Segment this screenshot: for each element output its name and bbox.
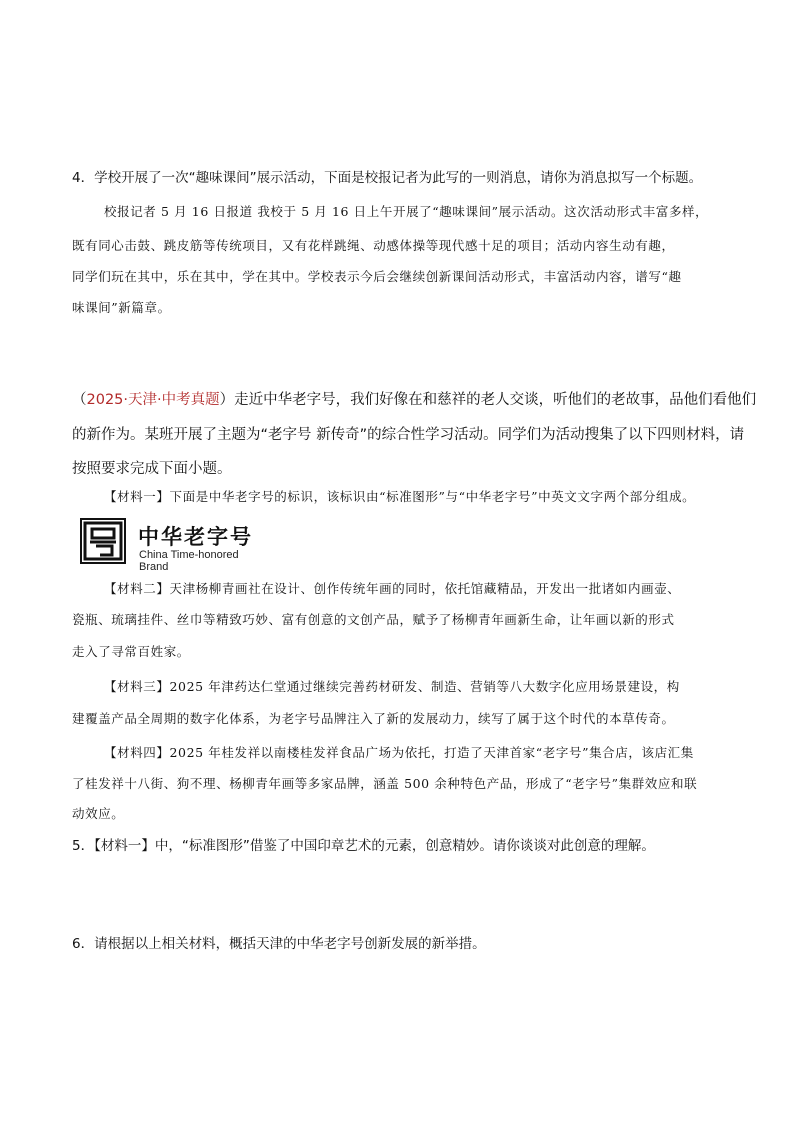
question-6: 6．请根据以上相关材料，概括天津的中华老字号创新发展的新举措。 (72, 936, 486, 952)
intro-line-1 (72, 388, 756, 409)
question-4: 4．学校开展了一次“趣味课间”展示活动，下面是校报记者为此写的一则消息，请你为消息拟写一个标题。 (72, 170, 703, 186)
logo-chinese-text: 中华老字号 (138, 525, 253, 549)
intro-line-2: 的新作为。某班开展了主题为“老字号 新传奇”的综合性学习活动。同学们为活动搜集了以下四则材料，请 (72, 427, 745, 443)
news-line-4: 味课间”新篇章。 (72, 300, 171, 315)
material-2-line-2: 瓷瓶、琉璃挂件、丝巾等精致巧妙、富有创意的文创产品，赋予了杨柳青年画新生命，让年画以新的形式 (72, 612, 675, 627)
seal-icon (80, 518, 126, 564)
news-line-3: 同学们玩在其中，乐在其中，学在其中。学校表示今后会继续创新课间活动形式，丰富活动内容，谱写“趣 (72, 269, 682, 284)
material-1: 【材料一】下面是中华老字号的标识，该标识由“标准图形”与“中华老字号”中英文文字两个部分组成。 (104, 489, 696, 504)
material-3-line-2: 建覆盖产品全周期的数字化体系，为老字号品牌注入了新的发展动力，续写了属于这个时代的本草传奇。 (72, 711, 675, 726)
material-3-line-1: 【材料三】2025 年津药达仁堂通过继续完善药材研发、制造、营销等八大数字化应用场景建设，构 (104, 679, 680, 694)
material-2-line-1: 【材料二】天津杨柳青画社在设计、创作传统年画的同时，依托馆藏精品，开发出一批诸如内画壶、 (104, 581, 681, 596)
material-4-line-2: 了桂发祥十八街、狗不理、杨柳青年画等多家品牌，涵盖 500 余种特色产品，形成了“老字号”集群效应和联 (72, 776, 698, 791)
source-close: ） (219, 392, 235, 408)
question-5: 5．【材料一】中，“标准图形”借鉴了中国印章艺术的元素，创意精妙。请你谈谈对此创意的理解。 (72, 838, 655, 854)
material-4-line-3: 动效应。 (72, 806, 125, 821)
source-open: （ (72, 392, 87, 408)
news-line-2: 既有同心击鼓、跳皮筋等传统项目，又有花样跳绳、动感体操等现代感十足的项目；活动内容生动有趣， (72, 238, 675, 253)
logo-english-text: China Time-honored Brand (139, 549, 239, 573)
time-honored-brand-logo (80, 518, 270, 573)
source-tag: 2025·天津·中考真题 (86, 392, 220, 408)
intro-line-1-text: 走近中华老字号，我们好像在和慈祥的老人交谈，听他们的老故事，品他们看他们 (234, 392, 757, 408)
material-4-line-1: 【材料四】2025 年桂发祥以南楼桂发祥食品广场为依托，打造了天津首家“老字号”集合店，该店汇集 (104, 745, 694, 760)
intro-line-3: 按照要求完成下面小题。 (72, 461, 232, 477)
news-line-1: 校报记者 5 月 16 日报道 我校于 5 月 16 日上午开展了“趣味课间”展示活动。这次活动形式丰富多样， (104, 204, 709, 219)
material-2-line-3: 走入了寻常百姓家。 (72, 644, 190, 659)
